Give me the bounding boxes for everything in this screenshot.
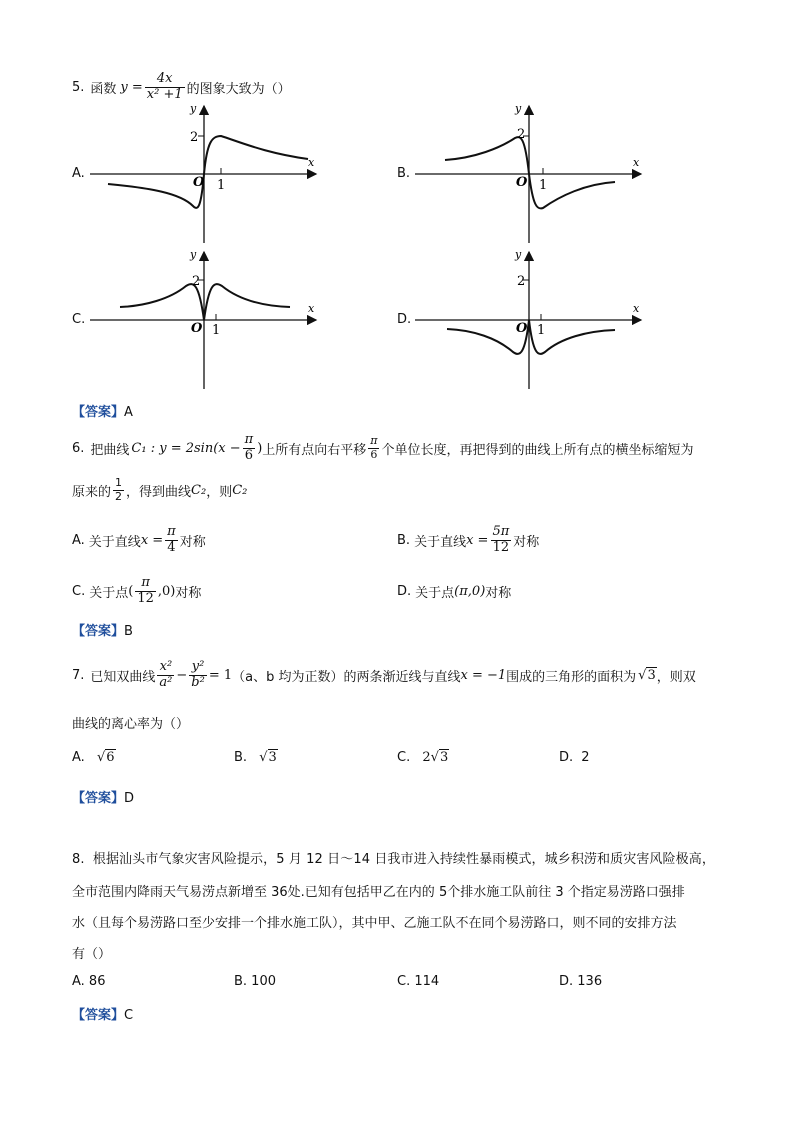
x-label: x — [308, 302, 315, 315]
q7-option-b — [234, 750, 278, 765]
origin-label: O — [193, 175, 205, 190]
q6-frac-half — [113, 477, 124, 502]
answer-tag: 【答案】 — [72, 624, 125, 639]
y-label: y — [190, 102, 197, 115]
q6-number: 6. — [72, 440, 85, 456]
q5-graph-b — [415, 98, 650, 248]
option-open: ( — [128, 583, 134, 599]
q5-graph-d — [415, 244, 650, 394]
option-text: 关于点 — [89, 585, 129, 601]
x-label: x — [633, 156, 640, 169]
sqrt-radicand: 6 — [106, 750, 115, 765]
q6-close: ) — [257, 440, 263, 456]
option-frac — [165, 525, 178, 555]
answer-value: A — [124, 405, 133, 420]
x-label: x — [308, 156, 315, 169]
option-post: 对称 — [175, 585, 202, 601]
q6-curve-expr: C₁ : y = 2sin(x − — [131, 440, 241, 456]
curve-c — [120, 284, 290, 320]
option-expr: x = — [466, 532, 489, 548]
frac-den: 6 — [370, 447, 378, 461]
q8-option-a: A. 86 — [72, 974, 106, 989]
q6-frac-pi6 — [243, 433, 256, 463]
q6-text2: 上所有点向右平移 — [262, 442, 367, 458]
frac-den: a² — [159, 674, 173, 690]
option-label: C. — [397, 750, 411, 765]
q6-text4: 原来的 — [72, 484, 112, 500]
q5-option-d-label: D. — [397, 312, 412, 327]
q7-text3: ，则双 — [656, 669, 696, 685]
q5-y-eq: y = — [120, 79, 143, 95]
q5-option-c-label: C. — [72, 312, 86, 327]
q7-option-a — [72, 750, 116, 765]
frac-den: 12 — [137, 590, 154, 606]
q7-paren: （a、b 均为正数）的两条渐近线与直线 — [232, 669, 461, 685]
option-label: D. — [397, 584, 412, 599]
q5-option-b-label: B. — [397, 166, 411, 181]
option-label: B. — [234, 750, 248, 765]
frac-num: 1 — [115, 476, 123, 490]
coef: 2 — [422, 750, 431, 765]
label-1: 1 — [217, 178, 226, 193]
option-frac — [135, 576, 156, 606]
label-1: 1 — [537, 323, 546, 338]
label-1: 1 — [212, 323, 221, 338]
option-expr: x = — [140, 532, 164, 548]
option-text: 关于直线 — [88, 534, 141, 550]
q6-stem-line1 — [72, 428, 694, 468]
q8-stem-line2: 全市范围内降雨天气易涝点新增至 36处.已知有包括甲乙在内的 5个排水施工队前往 3 个指定易涝路口强排 — [72, 885, 685, 900]
option-label: C. — [72, 583, 86, 599]
option-expr: (π,0) — [454, 584, 486, 599]
frac-den: 6 — [244, 447, 254, 463]
label-1: 1 — [539, 178, 548, 193]
option-tail: ,0) — [157, 583, 176, 599]
q6-option-c — [72, 571, 201, 611]
frac-den: 2 — [115, 489, 123, 503]
q6-option-b — [397, 520, 539, 560]
q7-option-d — [559, 750, 590, 765]
y-label: y — [515, 248, 522, 261]
label-2: 2 — [190, 130, 199, 145]
sqrt-radicand: 3 — [268, 750, 277, 765]
answer-value: B — [124, 624, 133, 639]
q8-line1: 根据汕头市气象灾害风险提示，5 月 12 日～14 日我市进入持续性暴雨模式，城乡积涝和质灾害风险极高， — [92, 852, 715, 867]
frac-den: 12 — [492, 539, 510, 555]
sqrt-radicand: 3 — [647, 667, 656, 683]
curve-a — [108, 136, 308, 208]
option-value: 2 — [581, 750, 590, 765]
origin-label: O — [516, 321, 528, 336]
q5-answer — [72, 401, 133, 420]
q8-option-d: D. 136 — [559, 974, 603, 989]
q7-stem-line1 — [72, 654, 696, 696]
answer-tag: 【答案】 — [72, 405, 125, 420]
q7-frac-y — [189, 660, 207, 690]
frac-num: y² — [191, 659, 205, 675]
q7-text1: 已知双曲线 — [90, 669, 156, 685]
answer-value: C — [124, 1008, 134, 1023]
sqrt-radicand: 3 — [439, 750, 449, 765]
frac-num: 5π — [492, 524, 510, 540]
option-label: A. — [72, 532, 85, 548]
q5-frac-den: x² +1 — [146, 86, 183, 102]
q5-frac-num: 4x — [156, 71, 173, 87]
q8-stem-line1 — [72, 848, 715, 867]
frac-num: π — [244, 432, 254, 448]
q5-graph-a — [90, 98, 325, 248]
origin-label: O — [516, 175, 528, 190]
q6-answer — [72, 620, 133, 639]
q6-frac-shift — [368, 435, 379, 460]
curve-d — [447, 320, 615, 354]
frac-den: b² — [191, 674, 205, 690]
q5-post: 的图象大致为（） — [186, 81, 291, 97]
q7-frac-x — [157, 660, 174, 690]
q6-c2: C₂ — [191, 482, 207, 498]
option-value: 2√3 — [422, 750, 449, 765]
q7-minus: − — [176, 667, 188, 683]
q5-number: 5. — [72, 79, 85, 95]
option-label: B. — [397, 532, 411, 548]
label-2: 2 — [517, 274, 526, 289]
q6-text1: 把曲线 — [90, 442, 130, 458]
frac-num: π — [167, 524, 176, 540]
origin-label: O — [191, 321, 203, 336]
q5-graph-c — [90, 244, 325, 394]
answer-tag: 【答案】 — [72, 791, 125, 806]
q6-option-d — [397, 582, 511, 601]
q6-text6: ，则 — [206, 484, 233, 500]
q7-sqrt3: √3 — [638, 667, 656, 683]
q6-stem-line2 — [72, 473, 247, 507]
q8-answer — [72, 1004, 133, 1023]
q7-line-expr: x = −1 — [460, 667, 507, 683]
q5-option-a-label: A. — [72, 166, 85, 181]
option-value: √3 — [259, 750, 277, 765]
option-label: D. — [559, 750, 574, 765]
q8-stem-line3: 水（且每个易涝路口至少安排一个排水施工队），其中甲、乙施工队不在同个易涝路口，则不同的安排方法 — [72, 916, 677, 931]
option-post: 对称 — [485, 586, 512, 601]
q8-option-c: C. 114 — [397, 974, 440, 989]
x-label: x — [633, 302, 640, 315]
q7-text2: 围成的三角形的面积为 — [506, 669, 637, 685]
q7-number: 7. — [72, 667, 85, 683]
option-text: 关于直线 — [414, 534, 467, 550]
frac-den: 4 — [167, 539, 176, 555]
frac-num: π — [141, 575, 150, 591]
answer-tag: 【答案】 — [72, 1008, 125, 1023]
curve-b — [445, 137, 615, 208]
y-label: y — [515, 102, 522, 115]
label-2: 2 — [517, 127, 526, 142]
q7-stem-line2: 曲线的离心率为（） — [72, 717, 190, 732]
option-text: 关于点 — [415, 586, 455, 601]
q7-eq1: = 1 — [208, 667, 233, 683]
option-label: A. — [72, 750, 85, 765]
q6-text3: 个单位长度，再把得到的曲线上所有点的横坐标缩短为 — [381, 442, 694, 458]
q7-option-c — [397, 750, 449, 765]
q6-option-a — [72, 520, 206, 560]
frac-num: π — [370, 434, 378, 448]
y-label: y — [190, 248, 197, 261]
q8-stem-line4: 有（） — [72, 947, 112, 962]
option-value: √6 — [96, 750, 115, 765]
answer-value: D — [124, 791, 135, 806]
label-2: 2 — [192, 274, 201, 289]
option-post: 对称 — [513, 534, 540, 550]
option-post: 对称 — [179, 534, 206, 550]
q7-answer — [72, 787, 134, 806]
q6-text5: ，得到曲线 — [126, 484, 192, 500]
q8-option-b: B. 100 — [234, 974, 276, 989]
option-frac — [490, 525, 511, 555]
q8-number: 8. — [72, 852, 85, 867]
q5-pre: 函数 — [90, 81, 117, 97]
q6-c2b: C₂ — [232, 482, 248, 498]
frac-num: x² — [159, 659, 173, 675]
